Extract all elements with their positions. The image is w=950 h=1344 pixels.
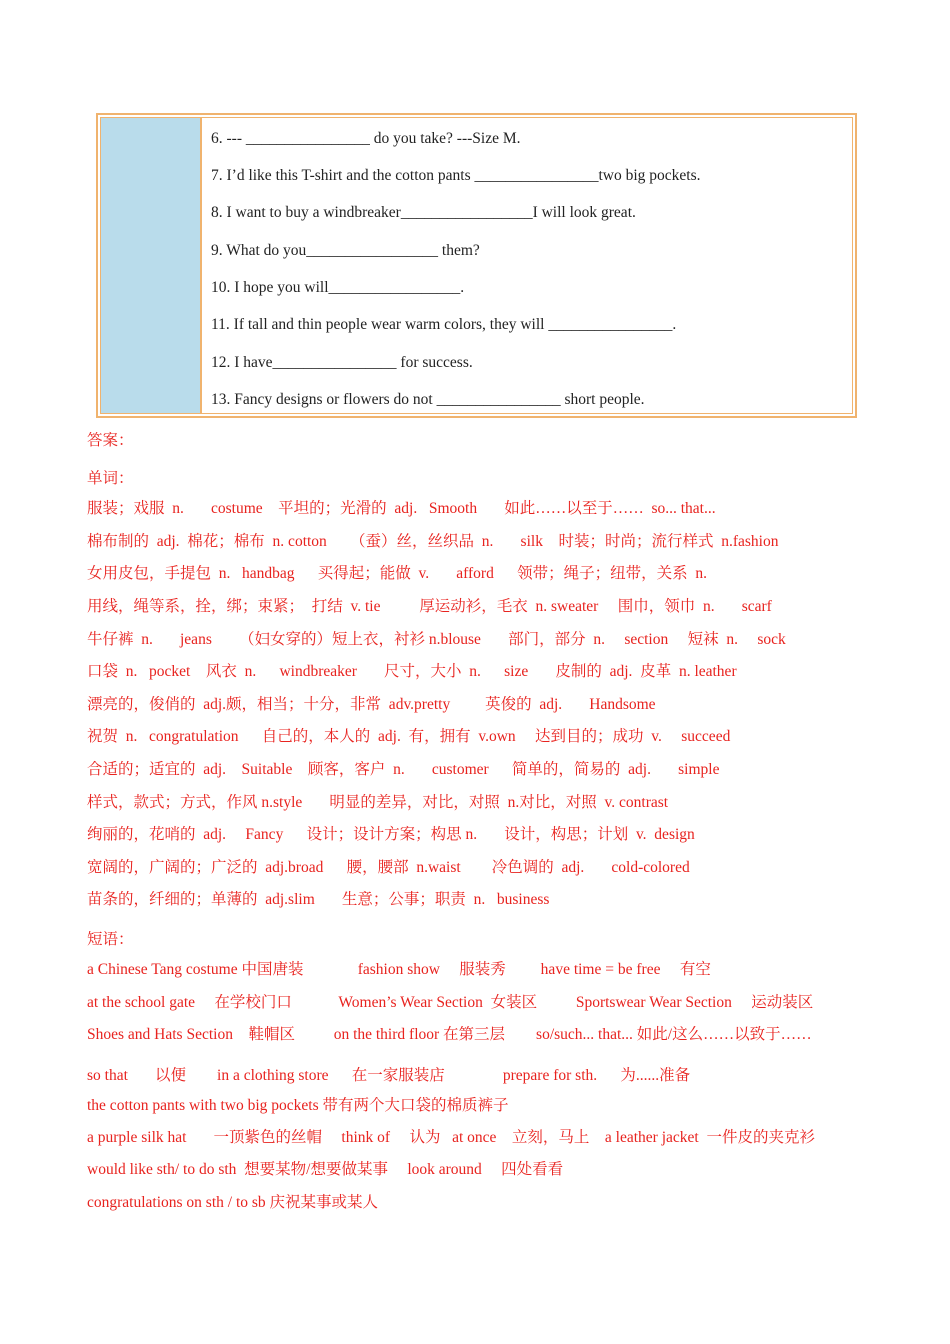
word-line: 样式，款式；方式，作风 n.style 明显的差异，对比，对照 n.对比，对照 v. contrast — [87, 794, 669, 811]
phrases-heading: 短语： — [87, 931, 134, 948]
word-line: 服装；戏服 n. costume 平坦的；光滑的 adj. Smooth 如此……以至于…… so... that... — [87, 500, 716, 517]
word-line: 宽阔的，广阔的；广泛的 adj.broad 腰，腰部 n.waist 冷色调的 adj. cold-colored — [87, 859, 690, 876]
phrase-line: at the school gate 在学校门口 Women’s Wear Section 女装区 Sportswear Wear Section 运动装区 — [87, 994, 814, 1011]
exercise-side-column — [101, 118, 202, 413]
question-11: 11. If tall and thin people wear warm colors, they will ________________. — [211, 316, 677, 333]
word-line: 用线，绳等系，拴，绑；束紧； 打结 v. tie 厚运动衫，毛衣 n. sweater 围巾，领巾 n. scarf — [87, 598, 772, 615]
question-6: 6. --- ________________ do you take? ---Size M. — [211, 130, 521, 147]
phrase-line: so that 以便 in a clothing store 在一家服装店 prepare for sth. 为......准备 — [87, 1067, 691, 1084]
exercise-box-inner — [100, 117, 853, 414]
question-12: 12. I have________________ for success. — [211, 354, 473, 371]
phrase-line: a Chinese Tang costume 中国唐装 fashion show 服装秀 have time = be free 有空 — [87, 961, 711, 978]
phrase-line: would like sth/ to do sth 想要某物/想要做某事 look around 四处看看 — [87, 1161, 564, 1178]
question-10: 10. I hope you will_________________. — [211, 279, 465, 296]
word-line: 棉布制的 adj. 棉花；棉布 n. cotton （蚕）丝，丝织品 n. silk 时装；时尚；流行样式 n.fashion — [87, 533, 779, 550]
words-heading: 单词： — [87, 470, 134, 487]
phrase-line: the cotton pants with two big pockets 带有两个大口袋的棉质裤子 — [87, 1097, 509, 1114]
phrase-line: a purple silk hat 一顶紫色的丝帽 think of 认为 at once 立刻，马上 a leather jacket 一件皮的夹克衫 — [87, 1129, 815, 1146]
word-line: 合适的；适宜的 adj. Suitable 顾客，客户 n. customer 简单的，简易的 adj. simple — [87, 761, 720, 778]
question-9: 9. What do you_________________ them? — [211, 242, 480, 259]
exercise-box — [96, 113, 857, 418]
word-line: 口袋 n. pocket 风衣 n. windbreaker 尺寸，大小 n. size 皮制的 adj. 皮革 n. leather — [87, 663, 737, 680]
question-8: 8. I want to buy a windbreaker_________________I will look great. — [211, 204, 636, 221]
word-line: 绚丽的，花哨的 adj. Fancy 设计；设计方案；构思 n. 设计，构思；计划 v. design — [87, 826, 695, 843]
question-13: 13. Fancy designs or flowers do not ________________ short people. — [211, 391, 645, 408]
word-line: 祝贺 n. congratulation 自己的，本人的 adj. 有，拥有 v.own 达到目的；成功 v. succeed — [87, 728, 731, 745]
word-line: 漂亮的，俊俏的 adj.颇，相当；十分，非常 adv.pretty 英俊的 adj. Handsome — [87, 696, 656, 713]
word-line: 女用皮包，手提包 n. handbag 买得起；能做 v. afford 领带；绳子；纽带，关系 n. — [87, 565, 707, 582]
phrase-line: congratulations on sth / to sb 庆祝某事或某人 — [87, 1194, 379, 1211]
word-line: 苗条的，纤细的；单薄的 adj.slim 生意；公事；职责 n. business — [87, 891, 550, 908]
word-line: 牛仔裤 n. jeans （妇女穿的）短上衣，衬衫 n.blouse 部门，部分 n. section 短袜 n. sock — [87, 631, 786, 648]
phrase-line: Shoes and Hats Section 鞋帽区 on the third floor 在第三层 so/such... that... 如此/这么……以致于…… — [87, 1026, 812, 1043]
question-7: 7. I’d like this T-shirt and the cotton pants ________________two big pockets. — [211, 167, 701, 184]
answer-heading: 答案： — [87, 432, 134, 449]
